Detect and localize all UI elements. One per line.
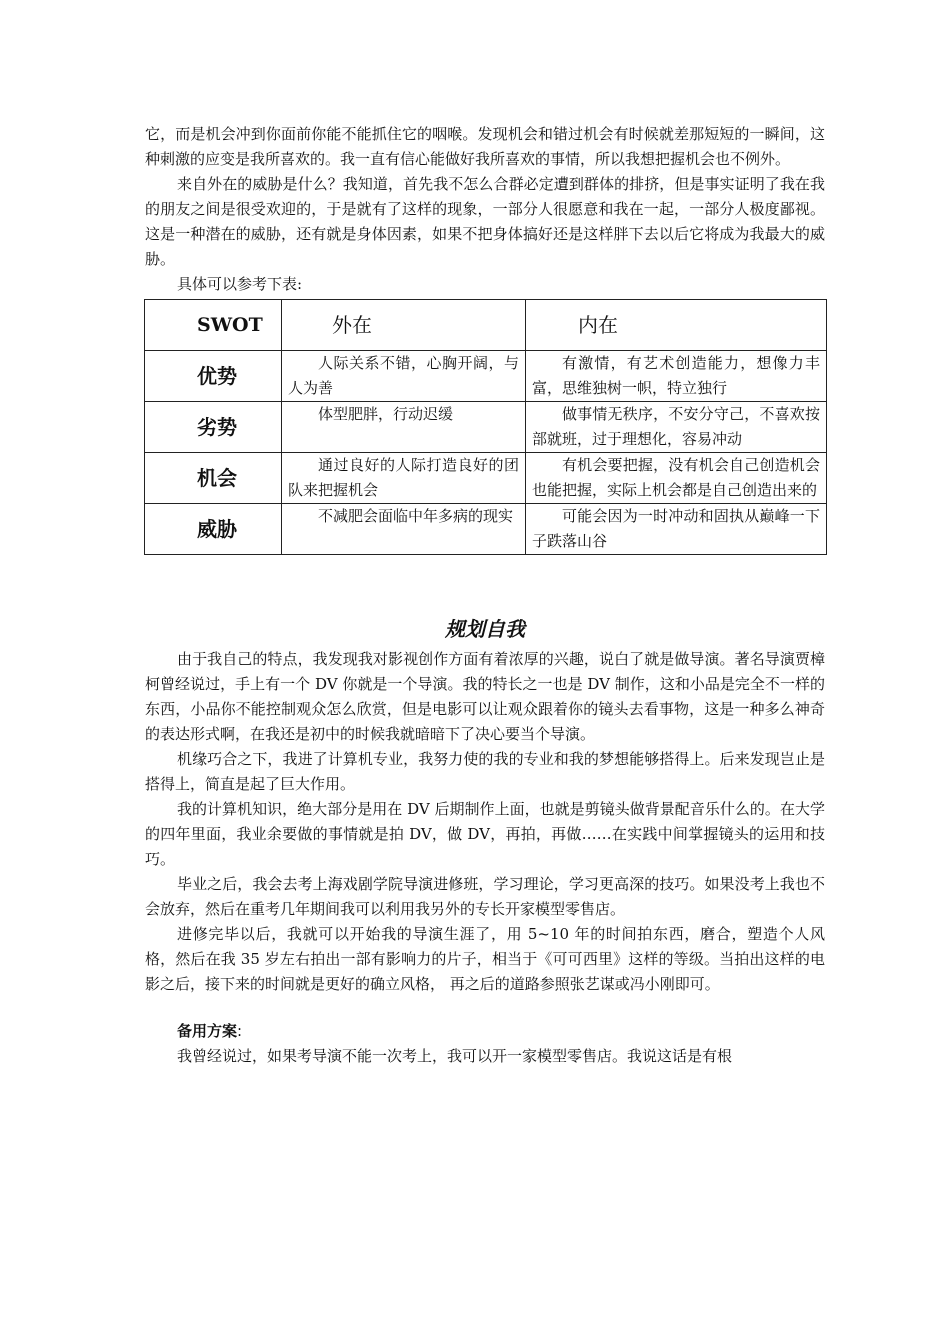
plan-paragraph-2: 机缘巧合之下，我进了计算机专业，我努力使的我的专业和我的梦想能够搭得上。后来发现岂止是搭得上，简直是起了巨大作用。 (145, 750, 825, 793)
swot-header-label: SWOT (145, 300, 282, 351)
swot-cell-external (282, 504, 526, 555)
swot-row-weaknesses (145, 402, 827, 453)
backup-plan-colon: : (237, 1022, 243, 1040)
backup-plan-label: 备用方案 (177, 1022, 238, 1040)
swot-row-opportunities (145, 453, 827, 504)
swot-cell-external (282, 402, 526, 453)
cell-text: 有激情，有艺术创造能力，想像力丰富，思维独树一帜，特立独行 (532, 354, 820, 397)
intro-paragraph-2: 来自外在的威胁是什么？我知道，首先我不怎么合群必定遭到群体的排挤，但是事实证明了我在我的朋友之间是很受欢迎的，于是就有了这样的现象，一部分人很愿意和我在一起，一部分人极度鄙视。这是一种潜在的威胁，还有就是身体因素，如果不把身体搞好还是这样胖下去以后它将成为我最大的威胁。 (145, 175, 825, 268)
plan-paragraph-1: 由于我自己的特点，我发现我对影视创作方面有着浓厚的兴趣，说白了就是做导演。著名导演贾樟柯曾经说过，手上有一个 DV 你就是一个导演。我的特长之一也是 DV 制作，这和小品是完全不一样的东西，小品你不能控制观众怎么欣赏，但是电影可以让观众跟着你的镜头去看事物，这是一种多么神奇的表达形式啊，在我还是初中的时候我就暗暗下了决心要当个导演。 (145, 650, 825, 743)
section-title: 规划自我 (445, 617, 525, 641)
intro-paragraph-1: 它，而是机会冲到你面前你能不能抓住它的咽喉。发现机会和错过机会有时候就差那短短的一瞬间，这种刺激的应变是我所喜欢的。我一直有信心能做好我所喜欢的事情，所以我想把握机会也不例外。 (145, 125, 825, 168)
swot-row-label: 威胁 (145, 504, 282, 555)
cell-text: 做事情无秩序，不安分守己，不喜欢按部就班，过于理想化，容易冲动 (532, 405, 820, 448)
swot-cell-internal (526, 453, 827, 504)
swot-header-external: 外在 (282, 300, 526, 351)
intro-paragraph-3: 具体可以参考下表: (177, 275, 303, 293)
cell-text: 不减肥会面临中年多病的现实 (318, 507, 514, 525)
swot-header-internal: 内在 (526, 300, 827, 351)
document-body (145, 122, 825, 1069)
swot-cell-internal (526, 402, 827, 453)
cell-text: 人际关系不错，心胸开阔，与人为善 (288, 354, 519, 397)
cell-text: 体型肥胖，行动迟缓 (318, 405, 454, 423)
swot-row-threats (145, 504, 827, 555)
swot-header-row (145, 300, 827, 351)
backup-plan-heading (145, 1019, 825, 1044)
swot-cell-external (282, 453, 526, 504)
swot-row-label: 机会 (145, 453, 282, 504)
plan-paragraph-3: 我的计算机知识，绝大部分是用在 DV 后期制作上面，也就是剪镜头做背景配音乐什么的。在大学的四年里面，我业余要做的事情就是拍 DV，做 DV，再拍，再做……在实践中间掌握镜头的运用和技巧。 (145, 800, 825, 868)
swot-row-label: 劣势 (145, 402, 282, 453)
swot-row-strengths (145, 351, 827, 402)
cell-text: 有机会要把握，没有机会自己创造机会也能把握，实际上机会都是自己创造出来的 (532, 456, 820, 499)
plan-paragraph-5: 进修完毕以后，我就可以开始我的导演生涯了，用 5~10 年的时间拍东西，磨合，塑造个人风格，然后在我 35 岁左右拍出一部有影响力的片子，相当于《可可西里》这样的等级。当拍出这样的电影之后，接下来的时间就是更好的确立风格， 再之后的道路参照张艺谋或冯小刚即可。 (145, 925, 825, 993)
cell-text: 通过良好的人际打造良好的团队来把握机会 (288, 456, 519, 499)
swot-cell-internal (526, 351, 827, 402)
cell-text: 可能会因为一时冲动和固执从巅峰一下子跌落山谷 (532, 507, 820, 550)
swot-row-label: 优势 (145, 351, 282, 402)
swot-cell-internal (526, 504, 827, 555)
plan-paragraph-4: 毕业之后，我会去考上海戏剧学院导演进修班，学习理论，学习更高深的技巧。如果没考上我也不会放弃，然后在重考几年期间我可以利用我另外的专长开家模型零售店。 (145, 875, 825, 918)
backup-plan-paragraph: 我曾经说过，如果考导演不能一次考上，我可以开一家模型零售店。我说这话是有根 (177, 1047, 733, 1065)
swot-table (144, 299, 827, 555)
swot-cell-external (282, 351, 526, 402)
